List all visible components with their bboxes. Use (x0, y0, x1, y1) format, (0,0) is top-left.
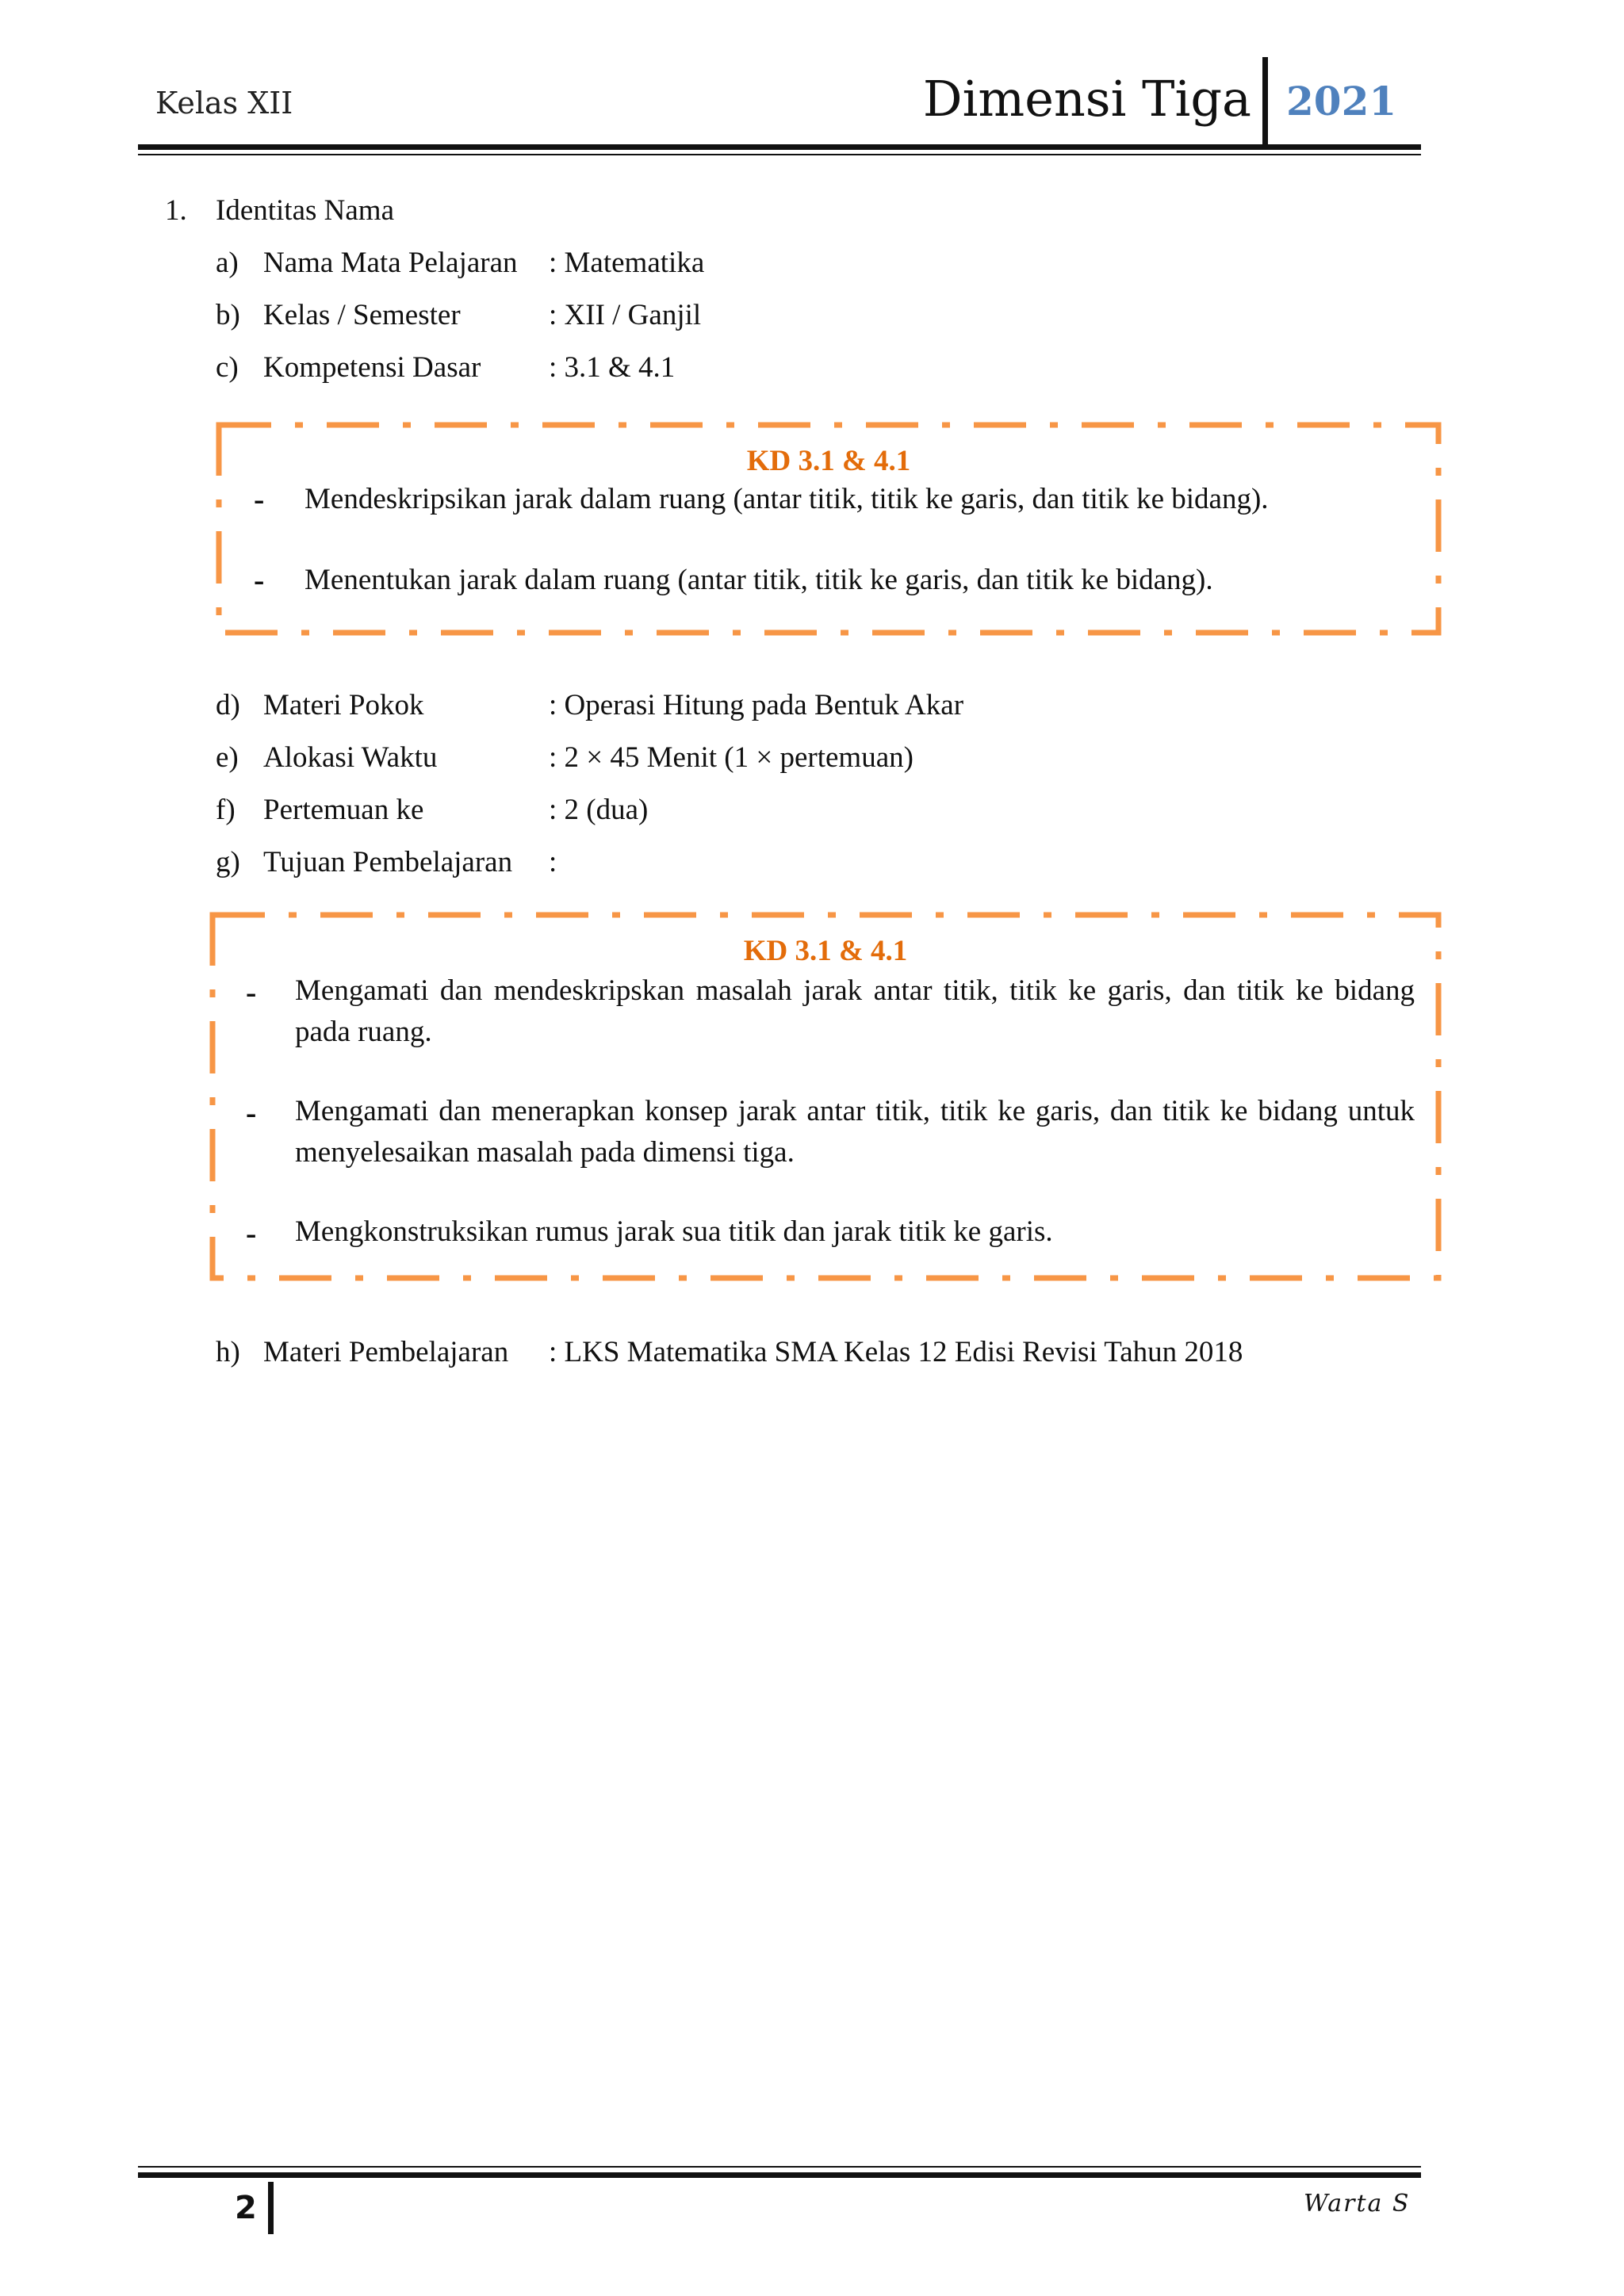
item-label: Materi Pembelajaran (263, 1336, 509, 1368)
item-label: Kelas / Semester (263, 299, 461, 331)
tujuan-bullet-text: Mengkonstruksikan rumus jarak sua titik dan jarak titik ke garis. (295, 1215, 1053, 1248)
item-label: Materi Pokok (263, 689, 424, 721)
item-value: : Operasi Hitung pada Bentuk Akar (549, 689, 964, 721)
bullet-dash: - (246, 974, 257, 1010)
item-marker: d) (216, 689, 240, 721)
item-marker: e) (216, 741, 239, 774)
kd-bullet-text: Mendeskripsikan jarak dalam ruang (antar titik, titik ke garis, dan titik ke bidang). (304, 483, 1269, 515)
item-value: : 3.1 & 4.1 (549, 351, 676, 384)
item-value: : (549, 846, 557, 878)
footer-rule-thick (138, 2172, 1421, 2178)
header-year: 2021 (1286, 78, 1397, 124)
document-title: Dimensi Tiga (922, 70, 1251, 128)
item-marker: f) (216, 794, 236, 826)
tujuan-box (209, 912, 1442, 1281)
item-label: Alokasi Waktu (263, 741, 438, 774)
bullet-dash: - (246, 1095, 257, 1131)
footer-rule-thin (138, 2166, 1421, 2168)
item-marker: c) (216, 351, 239, 384)
tujuan-bullet-text: Mengamati dan menerapkan konsep jarak antar titik, titik ke garis, dan titik ke bidang untuk menyelesaikan masalah pada dimensi tiga. (295, 1095, 1415, 1169)
item-marker: h) (216, 1336, 240, 1368)
item-label: Nama Mata Pelajaran (263, 247, 518, 279)
tujuan-box-title: KD 3.1 & 4.1 (743, 935, 908, 967)
item-value: : 2 × 45 Menit (1 × pertemuan) (549, 741, 914, 774)
item-marker: a) (216, 247, 239, 279)
bullet-dash: - (254, 481, 265, 517)
tujuan-bullet-text: Mengamati dan mendeskripskan masalah jarak antar titik, titik ke garis, dan titik ke bidang pada ruang. (295, 974, 1415, 1048)
item-marker: g) (216, 846, 240, 878)
item-label: Pertemuan ke (263, 794, 424, 826)
header-divider (1262, 57, 1268, 146)
item-value: : Matematika (549, 247, 705, 279)
bullet-dash: - (254, 562, 265, 598)
footer-divider (268, 2182, 274, 2234)
item-value: : LKS Matematika SMA Kelas 12 Edisi Revisi Tahun 2018 (549, 1336, 1243, 1368)
section-title: Identitas Nama (216, 194, 394, 227)
item-marker: b) (216, 299, 240, 331)
item-value: : 2 (dua) (549, 794, 649, 826)
kd-box-title: KD 3.1 & 4.1 (746, 445, 911, 477)
bullet-dash: - (246, 1215, 257, 1251)
header-rule-thin (138, 154, 1421, 155)
item-label: Kompetensi Dasar (263, 351, 481, 384)
header-rule-thick (138, 144, 1421, 150)
kd-box (216, 422, 1442, 636)
item-value: : XII / Ganjil (549, 299, 702, 331)
author-name: Warta S (1304, 2190, 1411, 2218)
page-number: 2 (235, 2190, 257, 2226)
item-label: Tujuan Pembelajaran (263, 846, 513, 878)
class-label: Kelas XII (155, 86, 293, 121)
kd-bullet-text: Menentukan jarak dalam ruang (antar titik, titik ke garis, dan titik ke bidang). (304, 564, 1213, 596)
section-number: 1. (165, 194, 187, 227)
